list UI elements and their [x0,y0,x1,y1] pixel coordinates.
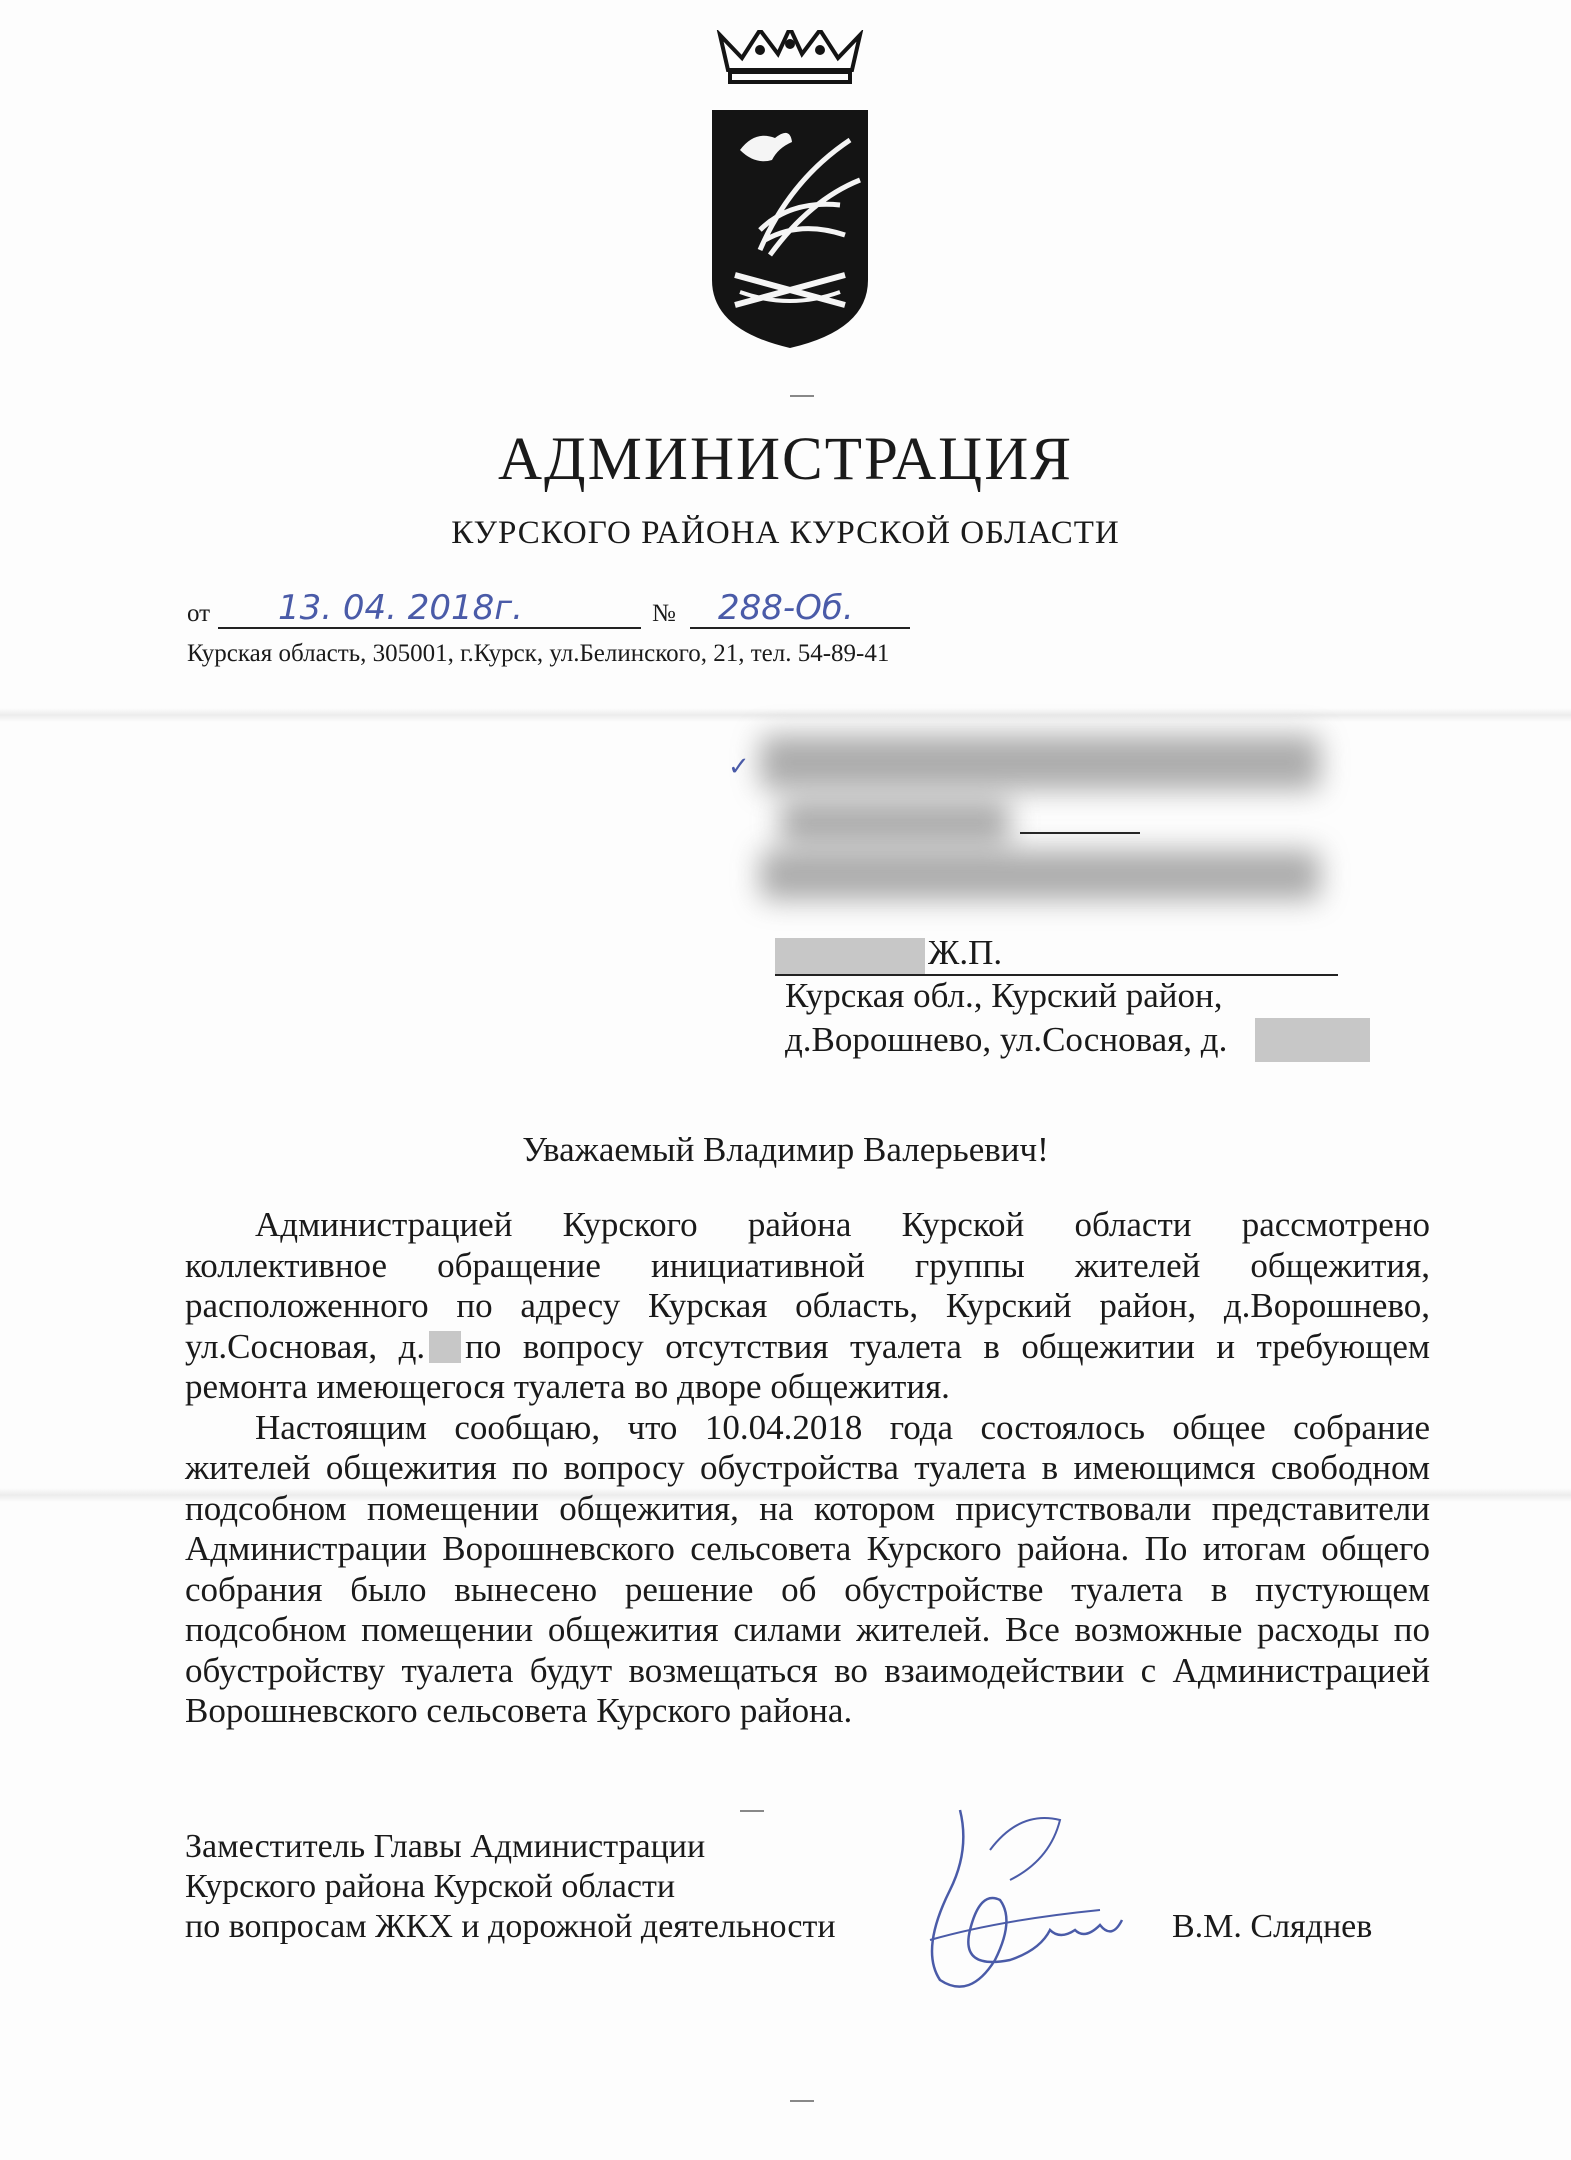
paragraph-2 [185,1408,1430,1732]
scan-mark [790,2100,814,2102]
blurred-recipient-line [760,850,1320,900]
signer-position-line2: Курского района Курской области [185,1868,676,1905]
redacted-surname [775,938,925,974]
salutation: Уважаемый Владимир Валерьевич! [522,1130,1049,1169]
signer-position-line3: по вопросам ЖКХ и дорожной деятельности [185,1908,836,1945]
redacted-house-number-inline [429,1331,461,1363]
organization-title: АДМИНИСТРАЦИЯ [498,426,1073,493]
letter-body [185,1205,1430,1732]
paragraph-1-text: Администрацией Курского района Курской области рассмотрено коллективное обращение инициативной группы жителей общежития, расположенного по адресу Курская область, Курский район, д.Ворошнево, ул.Сосновая, д. [185,1205,1430,1366]
scan-mark [740,1810,764,1812]
recipient-address-line2: д.Ворошнево, ул.Сосновая, д. [785,1020,1228,1059]
paragraph-2-text: Настоящим сообщаю, что 10.04.2018 года состоялось общее собрание жителей общежития по вопросу обустройства туалета в имеющимся свободном подсобном помещении общежития, на котором присутствовали представители Администрации Ворошневского сельсовета Курского района. По итогам общего собрания было вынесено решение об обустройстве туалета в пустующем подсобном помещении общежития силами жителей. Все возможные расходы по обустройству туалета будут возмещаться во взаимодействии с Администрацией Ворошневского сельсовета Курского района. [185,1407,1430,1730]
blurred-underline [1020,832,1140,834]
scan-mark [790,395,814,397]
blurred-recipient-line [760,735,1320,790]
number-value: 288-Об. [718,588,854,628]
blurred-recipient-line [780,800,1010,845]
recipient-initials: Ж.П. [928,933,1003,972]
date-value: 13. 04. 2018г. [278,588,523,628]
recipient-address-line1: Курская обл., Курский район, [785,976,1223,1015]
number-prefix: № [652,600,676,627]
paper-fold [0,708,1571,722]
date-prefix: от [187,600,211,627]
handwritten-signature [900,1790,1140,2020]
check-mark: ✓ [728,752,750,781]
coat-of-arms-emblem [700,30,880,350]
paragraph-1 [185,1205,1430,1408]
signer-name: В.М. Сляднев [1172,1908,1373,1945]
paragraph-1-text-cont: по вопросу отсутствия туалета в общежитии и требующем ремонта имеющегося туалета во дворе общежития. [185,1326,1431,1406]
organization-subtitle: КУРСКОГО РАЙОНА КУРСКОЙ ОБЛАСТИ [451,515,1120,551]
redacted-house-number [1255,1018,1370,1062]
signer-position-line1: Заместитель Главы Администрации [185,1828,706,1865]
organization-address: Курская область, 305001, г.Курск, ул.Белинского, 21, тел. 54-89-41 [187,640,890,667]
